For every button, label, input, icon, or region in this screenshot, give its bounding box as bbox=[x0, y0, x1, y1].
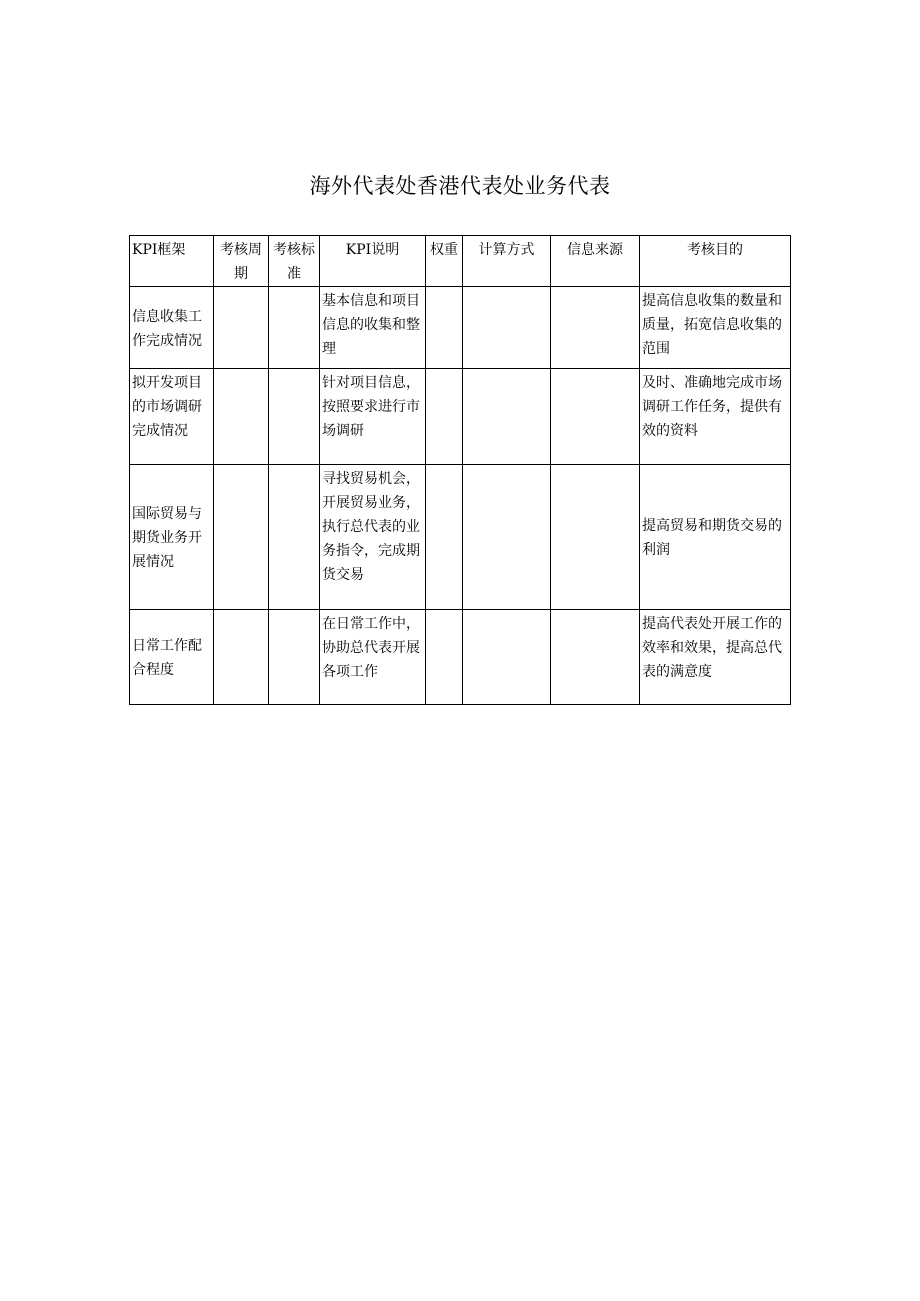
cell-description: 寻找贸易机会，开展贸易业务，执行总代表的业务指令，完成期货交易 bbox=[320, 465, 426, 610]
cell-description: 在日常工作中，协助总代表开展各项工作 bbox=[320, 610, 426, 705]
header-calculation-method: 计算方式 bbox=[463, 236, 551, 287]
cell-period bbox=[214, 287, 269, 369]
cell-framework: 信息收集工作完成情况 bbox=[130, 287, 214, 369]
cell-source bbox=[551, 287, 640, 369]
cell-period bbox=[214, 610, 269, 705]
page-title: 海外代表处香港代表处业务代表 bbox=[309, 174, 611, 198]
cell-description: 针对项目信息，按照要求进行市场调研 bbox=[320, 369, 426, 465]
cell-standard bbox=[269, 465, 320, 610]
cell-purpose: 及时、准确地完成市场调研工作任务，提供有效的资料 bbox=[640, 369, 791, 465]
cell-method bbox=[463, 465, 551, 610]
header-kpi-description: KPI说明 bbox=[320, 236, 426, 287]
cell-method bbox=[463, 287, 551, 369]
header-weight: 权重 bbox=[426, 236, 463, 287]
cell-purpose: 提高代表处开展工作的效率和效果，提高总代表的满意度 bbox=[640, 610, 791, 705]
cell-weight bbox=[426, 287, 463, 369]
cell-standard bbox=[269, 610, 320, 705]
cell-purpose: 提高贸易和期货交易的利润 bbox=[640, 465, 791, 610]
cell-standard bbox=[269, 369, 320, 465]
cell-weight bbox=[426, 369, 463, 465]
cell-framework: 拟开发项目的市场调研完成情况 bbox=[130, 369, 214, 465]
table-row bbox=[130, 287, 791, 369]
table-header-row bbox=[130, 236, 791, 287]
header-period: 考核周期 bbox=[214, 236, 269, 287]
cell-framework: 日常工作配合程度 bbox=[130, 610, 214, 705]
cell-weight bbox=[426, 610, 463, 705]
cell-weight bbox=[426, 465, 463, 610]
table-row bbox=[130, 465, 791, 610]
cell-purpose: 提高信息收集的数量和质量，拓宽信息收集的范围 bbox=[640, 287, 791, 369]
cell-source bbox=[551, 465, 640, 610]
table-row bbox=[130, 369, 791, 465]
cell-period bbox=[214, 465, 269, 610]
cell-source bbox=[551, 369, 640, 465]
cell-period bbox=[214, 369, 269, 465]
header-info-source: 信息来源 bbox=[551, 236, 640, 287]
cell-source bbox=[551, 610, 640, 705]
header-purpose: 考核目的 bbox=[640, 236, 791, 287]
table-row bbox=[130, 610, 791, 705]
kpi-table bbox=[129, 235, 791, 705]
cell-standard bbox=[269, 287, 320, 369]
cell-description: 基本信息和项目信息的收集和整理 bbox=[320, 287, 426, 369]
cell-method bbox=[463, 369, 551, 465]
cell-framework: 国际贸易与期货业务开展情况 bbox=[130, 465, 214, 610]
header-standard: 考核标准 bbox=[269, 236, 320, 287]
cell-method bbox=[463, 610, 551, 705]
header-kpi-framework: KPI框架 bbox=[130, 236, 214, 287]
